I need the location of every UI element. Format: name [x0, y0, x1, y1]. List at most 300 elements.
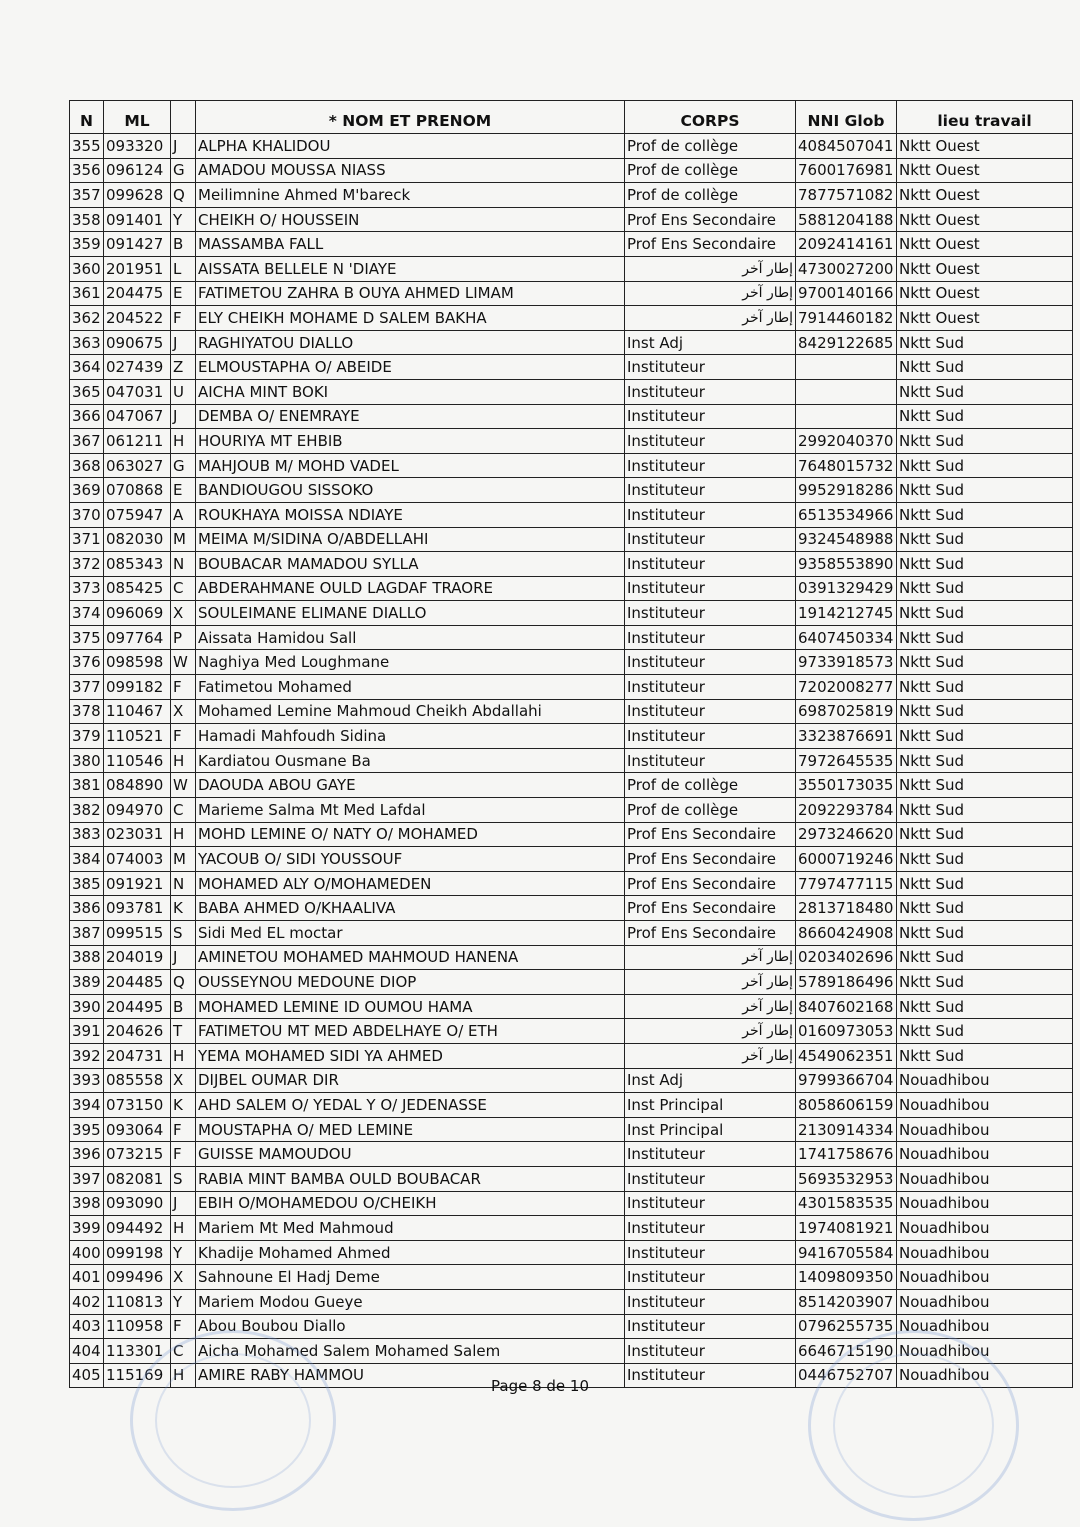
- cell-key: H: [171, 1043, 196, 1068]
- cell-lieu: Nktt Sud: [897, 650, 1073, 675]
- cell-ml: 075947: [104, 502, 171, 527]
- cell-lieu: Nktt Sud: [897, 921, 1073, 946]
- cell-lieu: Nktt Sud: [897, 822, 1073, 847]
- cell-lieu: Nktt Ouest: [897, 256, 1073, 281]
- cell-n: 355: [70, 134, 104, 159]
- cell-n: 387: [70, 921, 104, 946]
- cell-lieu: Nouadhibou: [897, 1166, 1073, 1191]
- cell-n: 392: [70, 1043, 104, 1068]
- cell-lieu: Nouadhibou: [897, 1265, 1073, 1290]
- cell-name: YACOUB O/ SIDI YOUSSOUF: [196, 847, 625, 872]
- table-row: [70, 994, 1073, 1019]
- cell-lieu: Nktt Sud: [897, 453, 1073, 478]
- cell-key: J: [171, 945, 196, 970]
- cell-ml: 084890: [104, 773, 171, 798]
- table-row: [70, 552, 1073, 577]
- cell-name: MOHD LEMINE O/ NATY O/ MOHAMED: [196, 822, 625, 847]
- cell-key: G: [171, 158, 196, 183]
- table-row: [70, 871, 1073, 896]
- cell-lieu: Nktt Sud: [897, 527, 1073, 552]
- cell-n: 390: [70, 994, 104, 1019]
- table-row: [70, 281, 1073, 306]
- cell-nni: 8407602168: [796, 994, 897, 1019]
- table-row: [70, 1216, 1073, 1241]
- cell-nni: 0203402696: [796, 945, 897, 970]
- cell-ml: 099198: [104, 1240, 171, 1265]
- cell-name: DAOUDA ABOU GAYE: [196, 773, 625, 798]
- cell-corps: Prof de collège: [625, 183, 796, 208]
- cell-n: 370: [70, 502, 104, 527]
- cell-corps: Prof Ens Secondaire: [625, 896, 796, 921]
- table-row: [70, 502, 1073, 527]
- cell-nni: 3323876691: [796, 724, 897, 749]
- cell-name: Abou Boubou Diallo: [196, 1314, 625, 1339]
- cell-ml: 070868: [104, 478, 171, 503]
- cell-name: MOHAMED ALY O/MOHAMEDEN: [196, 871, 625, 896]
- cell-lieu: Nktt Sud: [897, 502, 1073, 527]
- cell-corps: Instituteur: [625, 1191, 796, 1216]
- table-row: [70, 699, 1073, 724]
- cell-corps: إطار آخر: [625, 1019, 796, 1044]
- cell-corps: Prof Ens Secondaire: [625, 871, 796, 896]
- cell-name: Mariem Modou Gueye: [196, 1289, 625, 1314]
- cell-lieu: Nktt Sud: [897, 576, 1073, 601]
- cell-lieu: Nktt Sud: [897, 699, 1073, 724]
- cell-key: B: [171, 994, 196, 1019]
- cell-name: Aissata Hamidou Sall: [196, 625, 625, 650]
- cell-nni: 6407450334: [796, 625, 897, 650]
- cell-ml: 110958: [104, 1314, 171, 1339]
- cell-name: OUSSEYNOU MEDOUNE DIOP: [196, 970, 625, 995]
- header-name: * NOM ET PRENOM: [196, 101, 625, 134]
- cell-ml: 099628: [104, 183, 171, 208]
- cell-lieu: Nktt Sud: [897, 748, 1073, 773]
- cell-n: 404: [70, 1339, 104, 1364]
- cell-corps: Instituteur: [625, 1289, 796, 1314]
- cell-key: C: [171, 1339, 196, 1364]
- cell-ml: 204485: [104, 970, 171, 995]
- cell-nni: 3550173035: [796, 773, 897, 798]
- cell-ml: 204019: [104, 945, 171, 970]
- cell-ml: 098598: [104, 650, 171, 675]
- cell-lieu: Nktt Sud: [897, 847, 1073, 872]
- cell-n: 400: [70, 1240, 104, 1265]
- cell-ml: 091427: [104, 232, 171, 257]
- cell-nni: 5789186496: [796, 970, 897, 995]
- cell-corps: Instituteur: [625, 355, 796, 380]
- cell-lieu: Nktt Ouest: [897, 306, 1073, 331]
- cell-ml: 110546: [104, 748, 171, 773]
- cell-key: F: [171, 1142, 196, 1167]
- cell-corps: إطار آخر: [625, 281, 796, 306]
- cell-lieu: Nouadhibou: [897, 1289, 1073, 1314]
- cell-n: 395: [70, 1117, 104, 1142]
- cell-corps: Prof Ens Secondaire: [625, 207, 796, 232]
- table-row: [70, 1142, 1073, 1167]
- cell-key: Z: [171, 355, 196, 380]
- table-row: [70, 1093, 1073, 1118]
- table-row: [70, 355, 1073, 380]
- cell-corps: Instituteur: [625, 453, 796, 478]
- cell-key: H: [171, 1216, 196, 1241]
- cell-key: C: [171, 798, 196, 823]
- cell-name: AHD SALEM O/ YEDAL Y O/ JEDENASSE: [196, 1093, 625, 1118]
- table-header-row: [70, 101, 1073, 134]
- cell-ml: 085558: [104, 1068, 171, 1093]
- cell-n: 366: [70, 404, 104, 429]
- cell-corps: Inst Adj: [625, 330, 796, 355]
- cell-n: 393: [70, 1068, 104, 1093]
- table-row: [70, 650, 1073, 675]
- cell-corps: Prof Ens Secondaire: [625, 921, 796, 946]
- cell-n: 369: [70, 478, 104, 503]
- cell-nni: 4301583535: [796, 1191, 897, 1216]
- cell-n: 374: [70, 601, 104, 626]
- cell-corps: Instituteur: [625, 1363, 796, 1388]
- cell-lieu: Nktt Sud: [897, 601, 1073, 626]
- cell-ml: 082030: [104, 527, 171, 552]
- cell-key: K: [171, 1093, 196, 1118]
- cell-n: 377: [70, 675, 104, 700]
- table-row: [70, 207, 1073, 232]
- cell-name: DIJBEL OUMAR DIR: [196, 1068, 625, 1093]
- table-row: [70, 158, 1073, 183]
- table-row: [70, 1265, 1073, 1290]
- cell-key: H: [171, 822, 196, 847]
- table-row: [70, 847, 1073, 872]
- cell-ml: 096124: [104, 158, 171, 183]
- cell-nni: 6000719246: [796, 847, 897, 872]
- cell-key: U: [171, 379, 196, 404]
- cell-corps: Inst Principal: [625, 1117, 796, 1142]
- cell-corps: Prof Ens Secondaire: [625, 847, 796, 872]
- cell-name: BANDIOUGOU SISSOKO: [196, 478, 625, 503]
- cell-name: RABIA MINT BAMBA OULD BOUBACAR: [196, 1166, 625, 1191]
- cell-n: 389: [70, 970, 104, 995]
- cell-n: 382: [70, 798, 104, 823]
- cell-ml: 093320: [104, 134, 171, 159]
- cell-key: H: [171, 748, 196, 773]
- cell-name: MAHJOUB M/ MOHD VADEL: [196, 453, 625, 478]
- cell-nni: 1974081921: [796, 1216, 897, 1241]
- cell-ml: 204475: [104, 281, 171, 306]
- cell-ml: 113301: [104, 1339, 171, 1364]
- table-row: [70, 724, 1073, 749]
- cell-corps: Instituteur: [625, 699, 796, 724]
- cell-n: 384: [70, 847, 104, 872]
- cell-ml: 091401: [104, 207, 171, 232]
- cell-name: Kardiatou Ousmane Ba: [196, 748, 625, 773]
- cell-corps: Prof de collège: [625, 158, 796, 183]
- cell-ml: 097764: [104, 625, 171, 650]
- cell-ml: 204626: [104, 1019, 171, 1044]
- cell-name: Khadije Mohamed Ahmed: [196, 1240, 625, 1265]
- cell-lieu: Nktt Ouest: [897, 183, 1073, 208]
- table-row: [70, 773, 1073, 798]
- table-row: [70, 1019, 1073, 1044]
- cell-nni: 7877571082: [796, 183, 897, 208]
- cell-corps: Instituteur: [625, 1265, 796, 1290]
- cell-corps: Instituteur: [625, 748, 796, 773]
- cell-lieu: Nktt Sud: [897, 675, 1073, 700]
- header-n: N: [70, 101, 104, 134]
- table-row: [70, 453, 1073, 478]
- cell-corps: Instituteur: [625, 527, 796, 552]
- cell-key: C: [171, 576, 196, 601]
- cell-ml: 099182: [104, 675, 171, 700]
- table-row: [70, 134, 1073, 159]
- cell-corps: Prof de collège: [625, 773, 796, 798]
- table-row: [70, 601, 1073, 626]
- cell-n: 365: [70, 379, 104, 404]
- cell-nni: 9799366704: [796, 1068, 897, 1093]
- cell-lieu: Nouadhibou: [897, 1191, 1073, 1216]
- cell-key: X: [171, 699, 196, 724]
- table-row: [70, 1043, 1073, 1068]
- cell-nni: 5693532953: [796, 1166, 897, 1191]
- cell-lieu: Nouadhibou: [897, 1216, 1073, 1241]
- cell-lieu: Nktt Sud: [897, 404, 1073, 429]
- cell-key: L: [171, 256, 196, 281]
- cell-nni: 1914212745: [796, 601, 897, 626]
- cell-n: 398: [70, 1191, 104, 1216]
- header-corps: CORPS: [625, 101, 796, 134]
- table-row: [70, 1166, 1073, 1191]
- cell-corps: Inst Principal: [625, 1093, 796, 1118]
- cell-corps: Instituteur: [625, 1314, 796, 1339]
- cell-key: J: [171, 1191, 196, 1216]
- cell-lieu: Nktt Sud: [897, 994, 1073, 1019]
- cell-key: M: [171, 847, 196, 872]
- table-row: [70, 1117, 1073, 1142]
- cell-lieu: Nouadhibou: [897, 1117, 1073, 1142]
- table-row: [70, 1240, 1073, 1265]
- table-row: [70, 625, 1073, 650]
- cell-lieu: Nouadhibou: [897, 1068, 1073, 1093]
- cell-n: 368: [70, 453, 104, 478]
- cell-lieu: Nktt Sud: [897, 1043, 1073, 1068]
- cell-nni: 1741758676: [796, 1142, 897, 1167]
- cell-n: 378: [70, 699, 104, 724]
- staff-roster-table: [69, 100, 1073, 1388]
- cell-name: ALPHA KHALIDOU: [196, 134, 625, 159]
- cell-corps: Instituteur: [625, 379, 796, 404]
- cell-corps: إطار آخر: [625, 306, 796, 331]
- cell-n: 391: [70, 1019, 104, 1044]
- cell-lieu: Nktt Sud: [897, 478, 1073, 503]
- cell-ml: 093064: [104, 1117, 171, 1142]
- cell-corps: إطار آخر: [625, 994, 796, 1019]
- cell-ml: 085343: [104, 552, 171, 577]
- cell-corps: Instituteur: [625, 1166, 796, 1191]
- cell-key: W: [171, 650, 196, 675]
- cell-nni: 7797477115: [796, 871, 897, 896]
- cell-nni: 2992040370: [796, 429, 897, 454]
- cell-name: EBIH O/MOHAMEDOU O/CHEIKH: [196, 1191, 625, 1216]
- cell-name: FATIMETOU ZAHRA B OUYA AHMED LIMAM: [196, 281, 625, 306]
- cell-key: F: [171, 724, 196, 749]
- cell-n: 379: [70, 724, 104, 749]
- cell-lieu: Nktt Ouest: [897, 232, 1073, 257]
- cell-nni: 4084507041: [796, 134, 897, 159]
- cell-key: S: [171, 921, 196, 946]
- cell-name: MASSAMBA FALL: [196, 232, 625, 257]
- cell-nni: 8514203907: [796, 1289, 897, 1314]
- table-row: [70, 798, 1073, 823]
- cell-lieu: Nouadhibou: [897, 1093, 1073, 1118]
- cell-corps: Instituteur: [625, 650, 796, 675]
- cell-n: 383: [70, 822, 104, 847]
- header-lieu: lieu travail: [897, 101, 1073, 134]
- cell-name: SOULEIMANE ELIMANE DIALLO: [196, 601, 625, 626]
- cell-n: 361: [70, 281, 104, 306]
- cell-key: K: [171, 896, 196, 921]
- table-row: [70, 748, 1073, 773]
- cell-n: 396: [70, 1142, 104, 1167]
- cell-nni: 8429122685: [796, 330, 897, 355]
- cell-n: 402: [70, 1289, 104, 1314]
- cell-name: ELMOUSTAPHA O/ ABEIDE: [196, 355, 625, 380]
- cell-key: F: [171, 1314, 196, 1339]
- cell-n: 357: [70, 183, 104, 208]
- cell-name: Fatimetou Mohamed: [196, 675, 625, 700]
- cell-key: W: [171, 773, 196, 798]
- cell-nni: [796, 379, 897, 404]
- cell-key: A: [171, 502, 196, 527]
- cell-corps: Inst Adj: [625, 1068, 796, 1093]
- cell-key: Q: [171, 970, 196, 995]
- cell-ml: 073150: [104, 1093, 171, 1118]
- cell-nni: [796, 355, 897, 380]
- cell-ml: 096069: [104, 601, 171, 626]
- cell-ml: 047031: [104, 379, 171, 404]
- cell-name: Aicha Mohamed Salem Mohamed Salem: [196, 1339, 625, 1364]
- cell-nni: 2092414161: [796, 232, 897, 257]
- cell-key: X: [171, 601, 196, 626]
- cell-lieu: Nktt Sud: [897, 773, 1073, 798]
- table-row: [70, 527, 1073, 552]
- cell-n: 405: [70, 1363, 104, 1388]
- cell-nni: [796, 404, 897, 429]
- page-number: Page 8 de 10: [491, 1377, 589, 1395]
- cell-key: F: [171, 306, 196, 331]
- cell-n: 359: [70, 232, 104, 257]
- cell-ml: 204522: [104, 306, 171, 331]
- cell-nni: 8058606159: [796, 1093, 897, 1118]
- cell-corps: Instituteur: [625, 601, 796, 626]
- cell-n: 373: [70, 576, 104, 601]
- cell-ml: 090675: [104, 330, 171, 355]
- cell-lieu: Nouadhibou: [897, 1240, 1073, 1265]
- cell-key: Q: [171, 183, 196, 208]
- cell-corps: إطار آخر: [625, 256, 796, 281]
- cell-lieu: Nktt Sud: [897, 798, 1073, 823]
- cell-key: H: [171, 429, 196, 454]
- cell-nni: 9733918573: [796, 650, 897, 675]
- cell-name: Mariem Mt Med Mahmoud: [196, 1216, 625, 1241]
- cell-name: Marieme Salma Mt Med Lafdal: [196, 798, 625, 823]
- table-row: [70, 896, 1073, 921]
- cell-nni: 0160973053: [796, 1019, 897, 1044]
- cell-key: Y: [171, 1240, 196, 1265]
- cell-lieu: Nktt Ouest: [897, 207, 1073, 232]
- cell-name: ABDERAHMANE OULD LAGDAF TRAORE: [196, 576, 625, 601]
- cell-name: ELY CHEIKH MOHAME D SALEM BAKHA: [196, 306, 625, 331]
- table-row: [70, 970, 1073, 995]
- cell-n: 381: [70, 773, 104, 798]
- cell-corps: Instituteur: [625, 625, 796, 650]
- cell-ml: 094492: [104, 1216, 171, 1241]
- cell-nni: 9324548988: [796, 527, 897, 552]
- cell-nni: 0446752707: [796, 1363, 897, 1388]
- cell-nni: 7600176981: [796, 158, 897, 183]
- cell-ml: 074003: [104, 847, 171, 872]
- cell-ml: 115169: [104, 1363, 171, 1388]
- table-row: [70, 404, 1073, 429]
- cell-corps: Prof de collège: [625, 134, 796, 159]
- cell-corps: إطار آخر: [625, 1043, 796, 1068]
- cell-ml: 099496: [104, 1265, 171, 1290]
- cell-corps: Prof Ens Secondaire: [625, 232, 796, 257]
- cell-nni: 7914460182: [796, 306, 897, 331]
- official-seal-left: [130, 1330, 336, 1511]
- cell-nni: 4549062351: [796, 1043, 897, 1068]
- cell-n: 394: [70, 1093, 104, 1118]
- cell-nni: 6987025819: [796, 699, 897, 724]
- table-row: [70, 576, 1073, 601]
- cell-name: RAGHIYATOU DIALLO: [196, 330, 625, 355]
- cell-n: 372: [70, 552, 104, 577]
- table-row: [70, 945, 1073, 970]
- cell-name: Sahnoune El Hadj Deme: [196, 1265, 625, 1290]
- cell-lieu: Nouadhibou: [897, 1339, 1073, 1364]
- cell-key: F: [171, 675, 196, 700]
- cell-ml: 023031: [104, 822, 171, 847]
- cell-lieu: Nktt Sud: [897, 1019, 1073, 1044]
- cell-name: AMINETOU MOHAMED MAHMOUD HANENA: [196, 945, 625, 970]
- cell-name: Meilimnine Ahmed M'bareck: [196, 183, 625, 208]
- cell-lieu: Nktt Sud: [897, 330, 1073, 355]
- table-row: [70, 330, 1073, 355]
- cell-ml: 027439: [104, 355, 171, 380]
- cell-n: 388: [70, 945, 104, 970]
- cell-ml: 047067: [104, 404, 171, 429]
- cell-key: M: [171, 527, 196, 552]
- table-row: [70, 1191, 1073, 1216]
- cell-key: X: [171, 1068, 196, 1093]
- cell-name: HOURIYA MT EHBIB: [196, 429, 625, 454]
- cell-corps: Instituteur: [625, 724, 796, 749]
- table-body: [70, 134, 1073, 1388]
- cell-n: 356: [70, 158, 104, 183]
- table-row: [70, 379, 1073, 404]
- cell-key: G: [171, 453, 196, 478]
- cell-corps: Instituteur: [625, 1240, 796, 1265]
- cell-ml: 091921: [104, 871, 171, 896]
- cell-ml: 093781: [104, 896, 171, 921]
- cell-nni: 0796255735: [796, 1314, 897, 1339]
- cell-ml: 204731: [104, 1043, 171, 1068]
- cell-key: Y: [171, 1289, 196, 1314]
- cell-nni: 2813718480: [796, 896, 897, 921]
- cell-ml: 063027: [104, 453, 171, 478]
- cell-key: N: [171, 871, 196, 896]
- cell-key: F: [171, 1117, 196, 1142]
- cell-nni: 2130914334: [796, 1117, 897, 1142]
- cell-lieu: Nouadhibou: [897, 1363, 1073, 1388]
- cell-nni: 4730027200: [796, 256, 897, 281]
- cell-corps: Instituteur: [625, 502, 796, 527]
